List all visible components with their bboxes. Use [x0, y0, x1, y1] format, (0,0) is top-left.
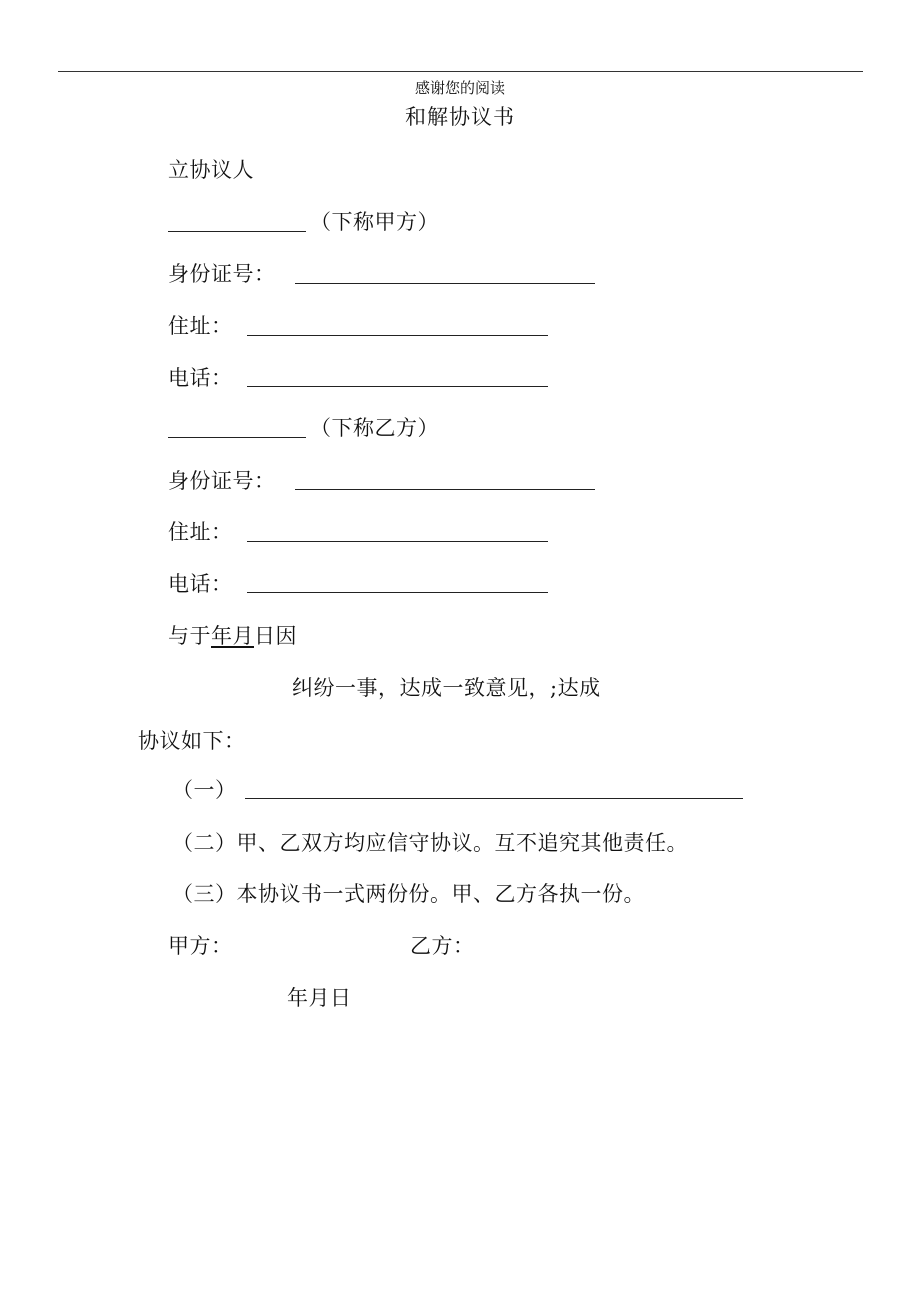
- signature-party-a-label: 甲方：: [168, 934, 233, 958]
- clause-1-label: （一）: [172, 778, 237, 802]
- party-b-phone-blank: [247, 592, 548, 593]
- party-b-role: （下称乙方）: [310, 416, 439, 440]
- clause-1-blank: [245, 798, 743, 799]
- party-a-name-blank: [168, 231, 306, 232]
- document-title: 和解协议书: [405, 105, 515, 129]
- party-a-phone-blank: [247, 386, 548, 387]
- clause-3: （三）本协议书一式两份份。甲、乙方各执一份。: [172, 882, 645, 906]
- party-a-address-blank: [247, 335, 548, 336]
- party-b-id-blank: [295, 489, 595, 490]
- party-a-phone-label: 电话：: [168, 366, 233, 390]
- party-b-name-blank: [168, 437, 306, 438]
- clause-2: （二）甲、乙双方均应信守协议。互不追究其他责任。: [172, 831, 688, 855]
- party-intro: 立协议人: [168, 158, 254, 182]
- header-note: 感谢您的阅读: [414, 79, 505, 97]
- cause-suffix: 日因: [254, 624, 297, 648]
- party-a-role: （下称甲方）: [310, 210, 439, 234]
- signature-party-b-label: 乙方：: [410, 934, 475, 958]
- party-a-address-label: 住址：: [168, 314, 233, 338]
- party-b-phone-label: 电话：: [168, 572, 233, 596]
- dispute-line: 纠纷一事，达成一致意见，;达成: [292, 676, 601, 700]
- cause-prefix: 与于: [168, 624, 211, 648]
- agreement-intro: 协议如下：: [138, 729, 246, 753]
- party-b-address-blank: [247, 541, 548, 542]
- signature-date: 年月日: [287, 986, 352, 1010]
- party-a-id-label: 身份证号：: [168, 262, 276, 286]
- party-b-address-label: 住址：: [168, 520, 233, 544]
- party-a-id-blank: [295, 283, 595, 284]
- cause-line: [168, 622, 297, 650]
- header-rule: [58, 71, 863, 72]
- cause-date-underlined: 年月: [211, 624, 254, 648]
- party-b-id-label: 身份证号：: [168, 469, 276, 493]
